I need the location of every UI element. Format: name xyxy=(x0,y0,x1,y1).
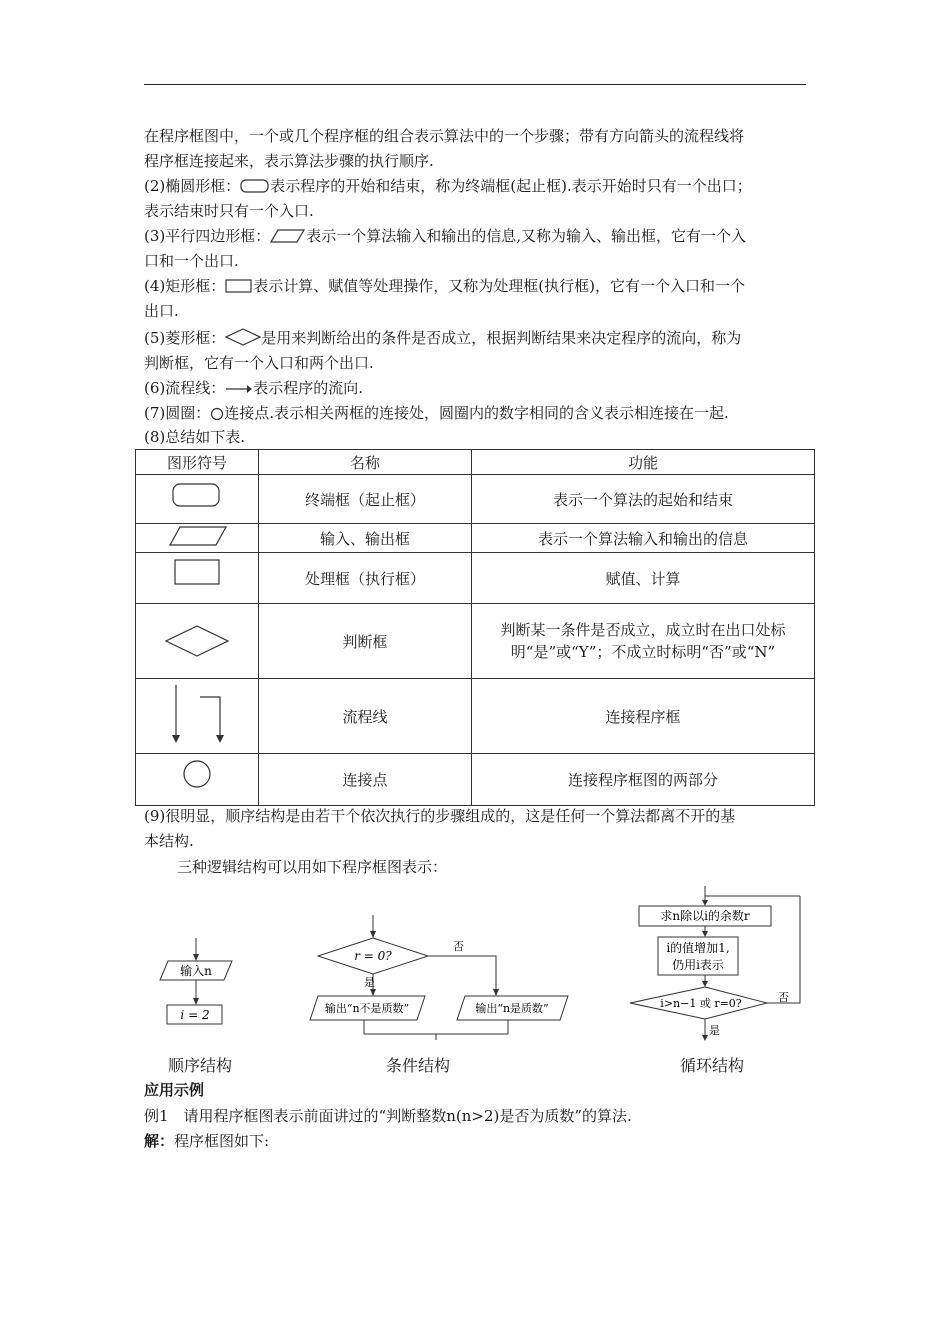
loop-structure-diagram xyxy=(625,883,815,1043)
parallelogram-item-cont: 口和一个出口. xyxy=(144,252,239,270)
parallelogram-item: (3)平行四边形框： 表示一个算法输入和输出的信息,又称为输入、输出框，它有一个入 xyxy=(144,227,747,245)
condition-test-label: r = 0? xyxy=(354,949,392,963)
intro-line-2: 程序框连接起来，表示算法步骤的执行顺序. xyxy=(144,152,434,170)
connector-shape-icon xyxy=(177,758,217,798)
sequence-structure-diagram xyxy=(150,935,250,1035)
condition-structure-diagram xyxy=(298,912,573,1042)
name-cell: 输入、输出框 xyxy=(259,524,472,553)
loop-remainder-label: 求n除以i的余数r xyxy=(660,909,750,923)
table-row xyxy=(136,475,815,524)
loop-yes-label: 是 xyxy=(709,1024,720,1037)
loop-test-label: i>n−1 或 r=0? xyxy=(660,997,742,1010)
function-cell: 表示一个算法的起始和结束 xyxy=(472,475,815,524)
example-1: 例1 请用程序框图表示前面讲过的“判断整数n(n>2)是否为质数”的算法. xyxy=(144,1107,632,1125)
table-row xyxy=(136,553,815,604)
condition-no-label: 否 xyxy=(453,940,464,953)
three-structures-intro: 三种逻辑结构可以用如下程序框图表示： xyxy=(177,858,448,876)
symbol-cell xyxy=(136,475,259,524)
table-row xyxy=(136,679,815,754)
loop-caption: 循环结构 xyxy=(680,1056,745,1075)
oval-shape-icon xyxy=(240,178,270,194)
function-cell: 判断某一条件是否成立，成立时在出口处标明“是”或“Y”；不成立时标明“否”或“N” xyxy=(472,604,815,679)
header-function: 功能 xyxy=(472,450,815,475)
condition-caption: 条件结构 xyxy=(386,1056,451,1075)
p9-line-1: (9)很明显，顺序结构是由若干个依次执行的步骤组成的，这是任何一个算法都离不开的基 xyxy=(144,807,736,825)
loop-no-label: 否 xyxy=(778,991,789,1004)
example-heading: 应用示例 xyxy=(144,1081,205,1099)
circle-item: (7)圆圈： 连接点.表示相关两框的连接处，圆圈内的数字相同的含义表示相连接在一起. xyxy=(144,404,729,422)
symbol-cell xyxy=(136,553,259,604)
name-cell: 流程线 xyxy=(259,679,472,754)
condition-out-right-label: 输出“n是质数” xyxy=(475,1002,549,1015)
table-row xyxy=(136,754,815,806)
name-cell: 连接点 xyxy=(259,754,472,806)
condition-out-left-label: 输出“n不是质数” xyxy=(324,1002,410,1015)
diamond-item-cont: 判断框，它有一个入口和两个出口. xyxy=(144,354,374,372)
table-row xyxy=(136,604,815,679)
name-cell: 终端框（起止框） xyxy=(259,475,472,524)
sequence-assign-label: i = 2 xyxy=(180,1008,210,1022)
process-shape-icon xyxy=(167,556,227,596)
flowline-item: (6)流程线： 表示程序的流向. xyxy=(144,379,364,397)
condition-yes-label: 是 xyxy=(364,976,375,989)
terminal-shape-icon xyxy=(169,480,225,514)
loop-increment-label-b: 仍用i表示 xyxy=(672,958,724,972)
rectangle-item-cont: 出口. xyxy=(144,302,179,320)
header-name: 名称 xyxy=(259,450,472,475)
name-cell: 判断框 xyxy=(259,604,472,679)
table-header-row xyxy=(136,450,815,475)
diamond-item: (5)菱形框： 是用来判断给出的条件是否成立，根据判断结果来决定程序的流向，称为 xyxy=(144,329,742,347)
header-rule xyxy=(144,84,806,85)
io-shape-icon xyxy=(162,524,232,548)
summary-table xyxy=(135,449,815,806)
header-symbol: 图形符号 xyxy=(136,450,259,475)
oval-item-cont: 表示结束时只有一个入口. xyxy=(144,202,314,220)
solution-label: 解： xyxy=(144,1132,175,1150)
oval-item: (2)椭圆形框： 表示程序的开始和结束，称为终端框(起止框).表示开始时只有一个出口； xyxy=(144,177,752,195)
loop-increment-label-a: i的值增加1, xyxy=(666,941,730,955)
p9-line-2: 本结构. xyxy=(144,832,194,850)
rectangle-shape-icon xyxy=(225,278,253,294)
sequence-input-label: 输入n xyxy=(180,964,212,978)
symbol-cell xyxy=(136,679,259,754)
circle-shape-icon xyxy=(210,407,224,421)
flowline-shape-icon xyxy=(162,681,232,747)
symbol-cell xyxy=(136,754,259,806)
rectangle-item: (4)矩形框： 表示计算、赋值等处理操作，又称为处理框(执行框)，它有一个入口和一个 xyxy=(144,277,745,295)
summary-intro: (8)总结如下表. xyxy=(144,428,246,446)
solution-line xyxy=(144,1129,814,1154)
parallelogram-shape-icon xyxy=(270,228,306,244)
symbol-cell xyxy=(136,604,259,679)
diamond-shape-icon xyxy=(225,328,261,346)
function-cell: 连接程序框图的两部分 xyxy=(472,754,815,806)
intro-line-1: 在程序框图中，一个或几个程序框的组合表示算法中的一个步骤；带有方向箭头的流程线将 xyxy=(144,127,745,145)
table-row xyxy=(136,524,815,553)
solution-text: 程序框图如下: xyxy=(174,1132,270,1150)
symbol-cell xyxy=(136,524,259,553)
function-cell: 赋值、计算 xyxy=(472,553,815,604)
arrow-right-icon xyxy=(225,382,253,396)
name-cell: 处理框（执行框） xyxy=(259,553,472,604)
decision-shape-icon xyxy=(162,614,232,664)
sequence-caption: 顺序结构 xyxy=(168,1056,233,1075)
function-cell: 连接程序框 xyxy=(472,679,815,754)
function-cell: 表示一个算法输入和输出的信息 xyxy=(472,524,815,553)
